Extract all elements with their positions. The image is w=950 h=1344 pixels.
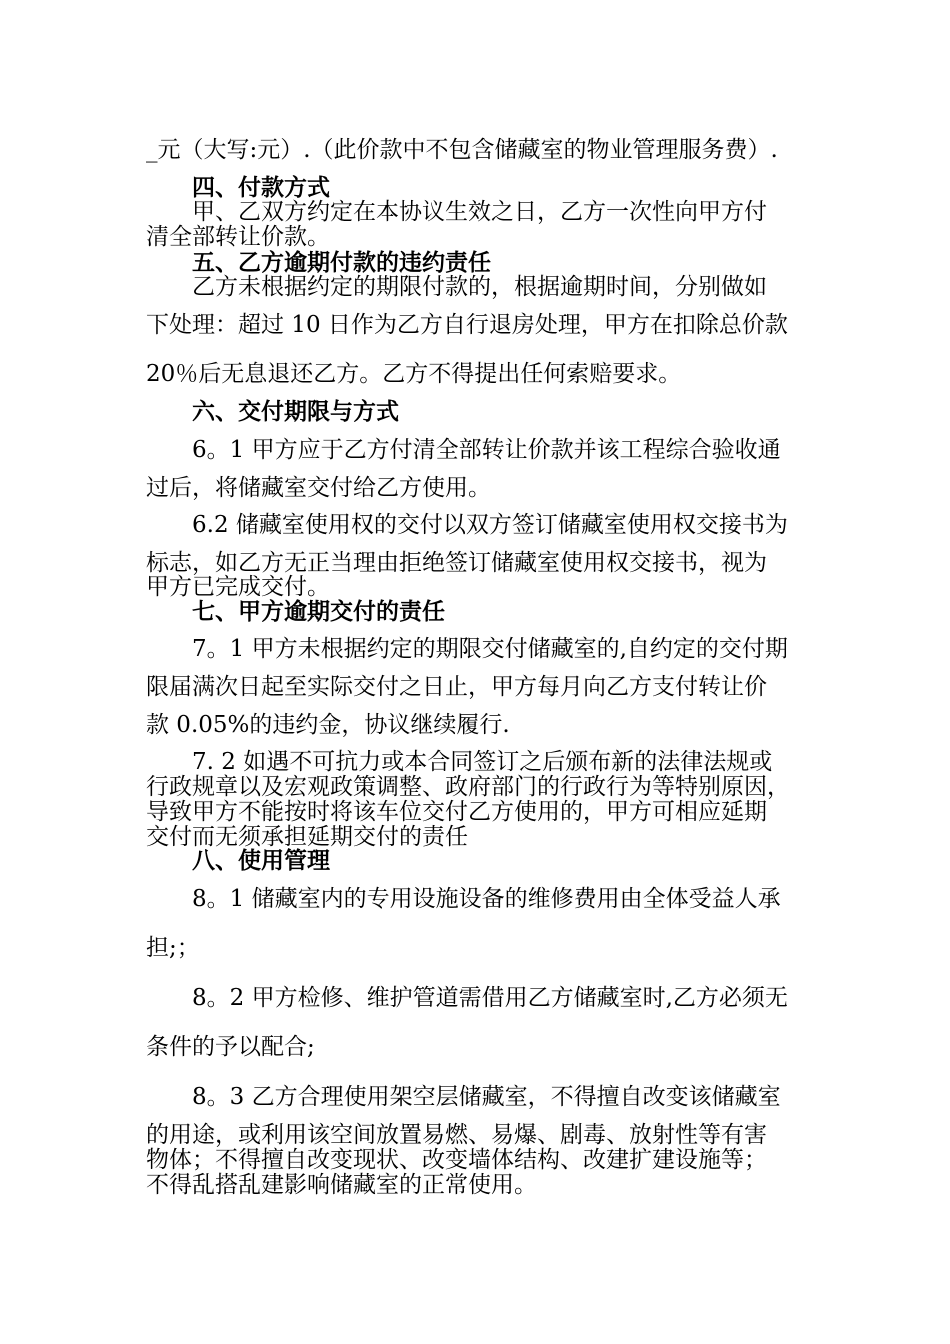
paragraph-line: 8。2 甲方检修、维护管道需借用乙方储藏室时,乙方必须无	[192, 985, 788, 1011]
section-heading-payment-method: 四、付款方式	[192, 174, 330, 201]
paragraph-line: 的用途，或利用该空间放置易燃、易爆、剧毒、放射性等有害	[146, 1122, 767, 1148]
paragraph-line: 担;；	[146, 935, 200, 961]
paragraph-line: 导致甲方不能按时将该车位交付乙方使用的，甲方可相应延期	[146, 799, 767, 825]
section-heading-late-payment: 五、乙方逾期付款的违约责任	[192, 249, 491, 276]
paragraph-line: 8。3 乙方合理使用架空层储藏室，不得擅自改变该储藏室	[192, 1084, 781, 1110]
paragraph-line: 款 0.05%的违约金，协议继续履行.	[146, 712, 510, 738]
section-heading-delivery: 六、交付期限与方式	[192, 398, 399, 425]
paragraph-line: 乙方未根据约定的期限付款的，根据逾期时间，分别做如	[192, 274, 767, 300]
paragraph-line: 限届满次日起至实际交付之日止，甲方每月向乙方支付转让价	[146, 674, 767, 700]
paragraph-line: 甲、乙双方约定在本协议生效之日，乙方一次性向甲方付	[192, 199, 767, 225]
paragraph-line: 清全部转让价款。	[146, 224, 330, 250]
section-heading-usage-management: 八、使用管理	[192, 847, 330, 874]
paragraph-line: 8。1 储藏室内的专用设施设备的维修费用由全体受益人承	[192, 886, 781, 912]
paragraph-line: 下处理：超过 10 日作为乙方自行退房处理，甲方在扣除总价款	[146, 312, 788, 338]
paragraph-line: 标志，如乙方无正当理由拒绝签订储藏室使用权交接书，视为	[146, 550, 767, 576]
paragraph-line: 7。1 甲方未根据约定的期限交付储藏室的,自约定的交付期	[192, 636, 788, 662]
paragraph-line: 甲方已完成交付。	[146, 574, 330, 600]
paragraph-line: 6.2 储藏室使用权的交付以双方签订储藏室使用权交接书为	[192, 512, 788, 538]
paragraph-line: 7. 2 如遇不可抗力或本合同签订之后颁布新的法律法规或	[192, 749, 773, 775]
section-heading-late-delivery: 七、甲方逾期交付的责任	[192, 598, 445, 625]
paragraph-line: 20％后无息退还乙方。乙方不得提出任何索赔要求。	[146, 361, 682, 387]
paragraph-line: 行政规章以及宏观政策调整、政府部门的行政行为等特别原因，	[146, 774, 790, 800]
price-note-line: _元（大写:元）.（此价款中不包含储藏室的物业管理服务费）.	[146, 137, 778, 163]
paragraph-line: 交付而无须承担延期交付的责任	[146, 824, 468, 850]
paragraph-line: 条件的予以配合;	[146, 1034, 315, 1060]
paragraph-line: 物体；不得擅自改变现状、改变墙体结构、改建扩建设施等；	[146, 1147, 767, 1173]
paragraph-line: 6。1 甲方应于乙方付清全部转让价款并该工程综合验收通	[192, 437, 781, 463]
paragraph-line: 不得乱搭乱建影响储藏室的正常使用。	[146, 1172, 537, 1198]
paragraph-line: 过后，将储藏室交付给乙方使用。	[146, 475, 491, 501]
